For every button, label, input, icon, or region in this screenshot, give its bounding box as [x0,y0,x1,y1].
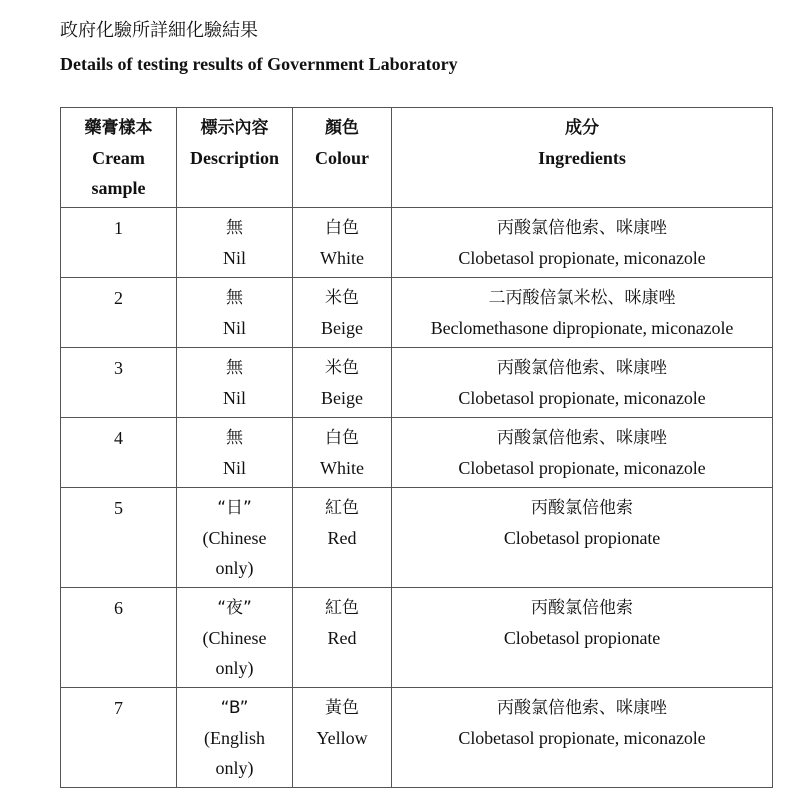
colour-cell [293,278,392,348]
header-colour [293,108,392,208]
sample-number-text: 7 [114,698,123,718]
header-label-en: Cream sample [91,148,146,198]
colour-cell [293,348,392,418]
colour-cell [293,688,392,788]
ingredients-zh: 丙酸氯倍他索 [531,598,633,618]
header-ingredients [392,108,773,208]
sample-number [61,348,177,418]
colour-zh: 紅色 [325,598,359,618]
table-row [61,688,773,788]
description-cell [177,278,293,348]
ingredients-en: Clobetasol propionate, miconazole [458,388,706,408]
sample-number [61,688,177,788]
ingredients-zh: 二丙酸倍氯米松、咪康唑 [488,288,676,308]
sample-number [61,488,177,588]
description-cell [177,688,293,788]
ingredients-cell [392,208,773,278]
header-cream-sample [61,108,177,208]
colour-zh: 紅色 [325,498,359,518]
sample-number-text: 6 [114,598,123,618]
ingredients-en: Clobetasol propionate [503,628,661,648]
description-en: (Chinese only) [202,628,267,678]
sample-number [61,418,177,488]
ingredients-en: Beclomethasone dipropionate, miconazole [430,318,734,338]
header-label-zh: 藥膏樣本 [84,118,153,138]
description-zh: “夜” [217,598,252,618]
table-row [61,208,773,278]
ingredients-zh: 丙酸氯倍他索 [531,498,633,518]
colour-en: Yellow [316,728,368,748]
colour-zh: 黃色 [325,698,359,718]
description-en: (English only) [204,728,265,778]
colour-zh: 白色 [325,218,359,238]
ingredients-zh: 丙酸氯倍他索、咪康唑 [497,698,667,718]
description-cell [177,588,293,688]
ingredients-cell [392,488,773,588]
description-zh: “日” [217,498,252,518]
colour-cell [293,588,392,688]
table-row [61,278,773,348]
header-label-en: Colour [315,148,369,168]
ingredients-cell [392,688,773,788]
description-zh: 無 [226,218,243,238]
colour-en: Red [327,628,357,648]
header-label-zh: 顏色 [325,118,359,138]
header-label-en: Ingredients [538,148,626,168]
page-title-chinese: 政府化驗所詳細化驗結果 [60,20,258,41]
colour-zh: 白色 [325,428,359,448]
colour-en: Beige [321,388,363,408]
ingredients-zh: 丙酸氯倍他索、咪康唑 [497,358,667,378]
colour-cell [293,208,392,278]
colour-zh: 米色 [325,288,359,308]
ingredients-en: Clobetasol propionate, miconazole [458,728,706,748]
sample-number [61,208,177,278]
description-en: Nil [222,318,246,338]
header-label-en: Description [190,148,279,168]
description-cell [177,208,293,278]
description-en: Nil [222,458,246,478]
sample-number [61,588,177,688]
ingredients-en: Clobetasol propionate [503,528,661,548]
sample-number-text: 3 [114,358,123,378]
description-cell [177,488,293,588]
colour-zh: 米色 [325,358,359,378]
description-zh: 無 [226,428,243,448]
description-en: Nil [222,388,246,408]
ingredients-zh: 丙酸氯倍他索、咪康唑 [497,428,667,448]
description-zh: 無 [226,288,243,308]
table-header-row [61,108,773,208]
sample-number-text: 4 [114,428,123,448]
sample-number-text: 1 [114,218,123,238]
page-title-english: Details of testing results of Government Laboratory [60,54,458,74]
description-zh: “B” [220,698,249,718]
ingredients-en: Clobetasol propionate, miconazole [458,458,706,478]
table-row [61,348,773,418]
description-cell [177,348,293,418]
testing-results-table [60,107,773,788]
sample-number-text: 5 [114,498,123,518]
ingredients-cell [392,588,773,688]
ingredients-cell [392,348,773,418]
colour-en: White [320,458,364,478]
colour-en: Red [327,528,357,548]
ingredients-cell [392,278,773,348]
colour-cell [293,488,392,588]
ingredients-en: Clobetasol propionate, miconazole [458,248,706,268]
ingredients-cell [392,418,773,488]
colour-en: White [320,248,364,268]
colour-cell [293,418,392,488]
description-cell [177,418,293,488]
description-en: (Chinese only) [202,528,267,578]
colour-en: Beige [321,318,363,338]
header-description [177,108,293,208]
table-row [61,488,773,588]
sample-number [61,278,177,348]
header-label-zh: 標示內容 [200,118,269,138]
sample-number-text: 2 [114,288,123,308]
description-en: Nil [222,248,246,268]
table-row [61,588,773,688]
description-zh: 無 [226,358,243,378]
header-label-zh: 成分 [565,118,599,138]
ingredients-zh: 丙酸氯倍他索、咪康唑 [497,218,667,238]
table-row [61,418,773,488]
